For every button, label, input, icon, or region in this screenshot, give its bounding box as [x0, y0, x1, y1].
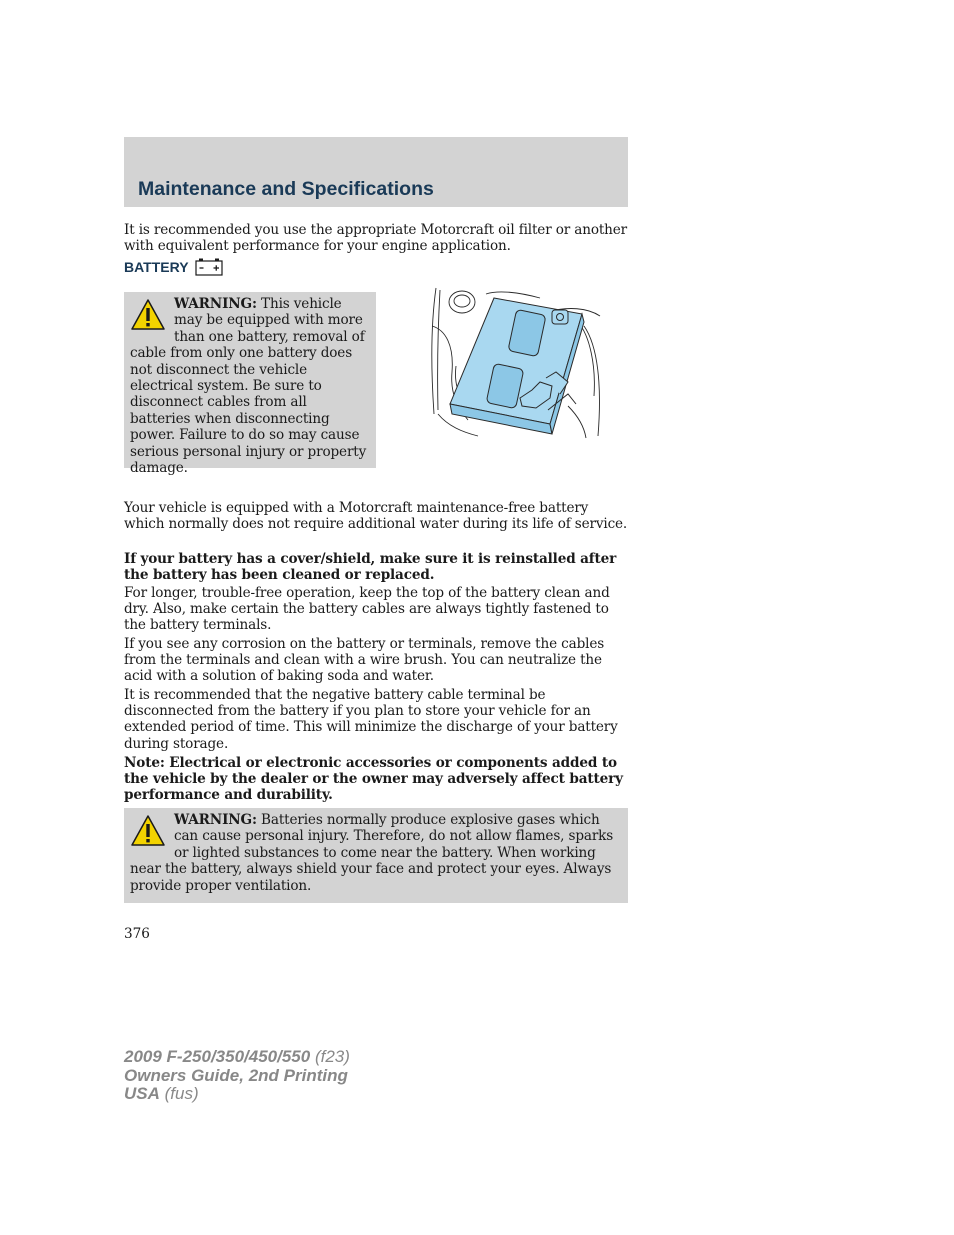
warning-box-explosive-gases	[124, 808, 628, 903]
warning-label: WARNING:	[174, 812, 257, 828]
paragraph-storage: It is recommended that the negative battery cable terminal be disconnected from the battery if you plan to store your vehicle for an extended period of time. This will minimize the discharge of your battery during storage.	[124, 687, 618, 752]
paragraph-clean-dry: For longer, trouble-free operation, keep the top of the battery clean and dry. Also, make certain the battery cables are always tightly fastened to the battery terminals.	[124, 585, 610, 634]
battery-heading-label: BATTERY	[124, 259, 189, 275]
warning-text: This vehicle may be equipped with more than one battery, removal of cable from only one battery does not disconnect the vehicle electrical system. Be sure to disconnect cables from all batteries when disconnecting power. Failure to do so may cause serious personal injury or property damage.	[130, 296, 367, 477]
warning-box-multiple-batteries	[124, 292, 376, 477]
footer	[124, 1048, 350, 1104]
battery-illustration	[428, 286, 604, 444]
warning-triangle-icon	[130, 298, 166, 332]
footer-market-code: (fus)	[159, 1084, 199, 1103]
intro-paragraph: It is recommended you use the appropriate Motorcraft oil filter or another with equivalent performance for your engine application.	[124, 222, 628, 255]
paragraph-maintenance-free: Your vehicle is equipped with a Motorcraft maintenance-free battery which normally does not require additional water during its life of service.	[124, 500, 628, 533]
page-title: Maintenance and Specifications	[138, 178, 434, 200]
paragraph-note-accessories: Note: Electrical or electronic accessories or components added to the vehicle by the dealer or the owner may adversely affect battery performance and durability.	[124, 755, 623, 804]
paragraph-cover-shield: If your battery has a cover/shield, make sure it is reinstalled after the battery has been cleaned or replaced.	[124, 551, 617, 584]
section-header-band	[124, 137, 628, 207]
page-number: 376	[124, 926, 150, 942]
footer-market: USA	[124, 1084, 160, 1103]
footer-model-line	[124, 1048, 350, 1067]
footer-guide: Owners Guide, 2nd Printing	[124, 1065, 348, 1085]
footer-model: 2009 F-250/350/450/550	[124, 1047, 311, 1066]
battery-icon	[195, 258, 223, 276]
warning-text: Batteries normally produce explosive gases which can cause personal injury. Therefore, do not allow flames, sparks or lighted substances to come near the battery. When working near the battery, always shield your face and protect your eyes. Always provide proper ventilation.	[130, 812, 614, 894]
warning-label: WARNING:	[174, 296, 257, 312]
footer-market-line	[124, 1085, 350, 1104]
battery-heading	[124, 258, 223, 276]
footer-model-code: (f23)	[310, 1047, 350, 1066]
warning-triangle-icon	[130, 814, 166, 848]
paragraph-corrosion: If you see any corrosion on the battery or terminals, remove the cables from the terminals and clean with a wire brush. You can neutralize the acid with a solution of baking soda and water.	[124, 636, 605, 685]
